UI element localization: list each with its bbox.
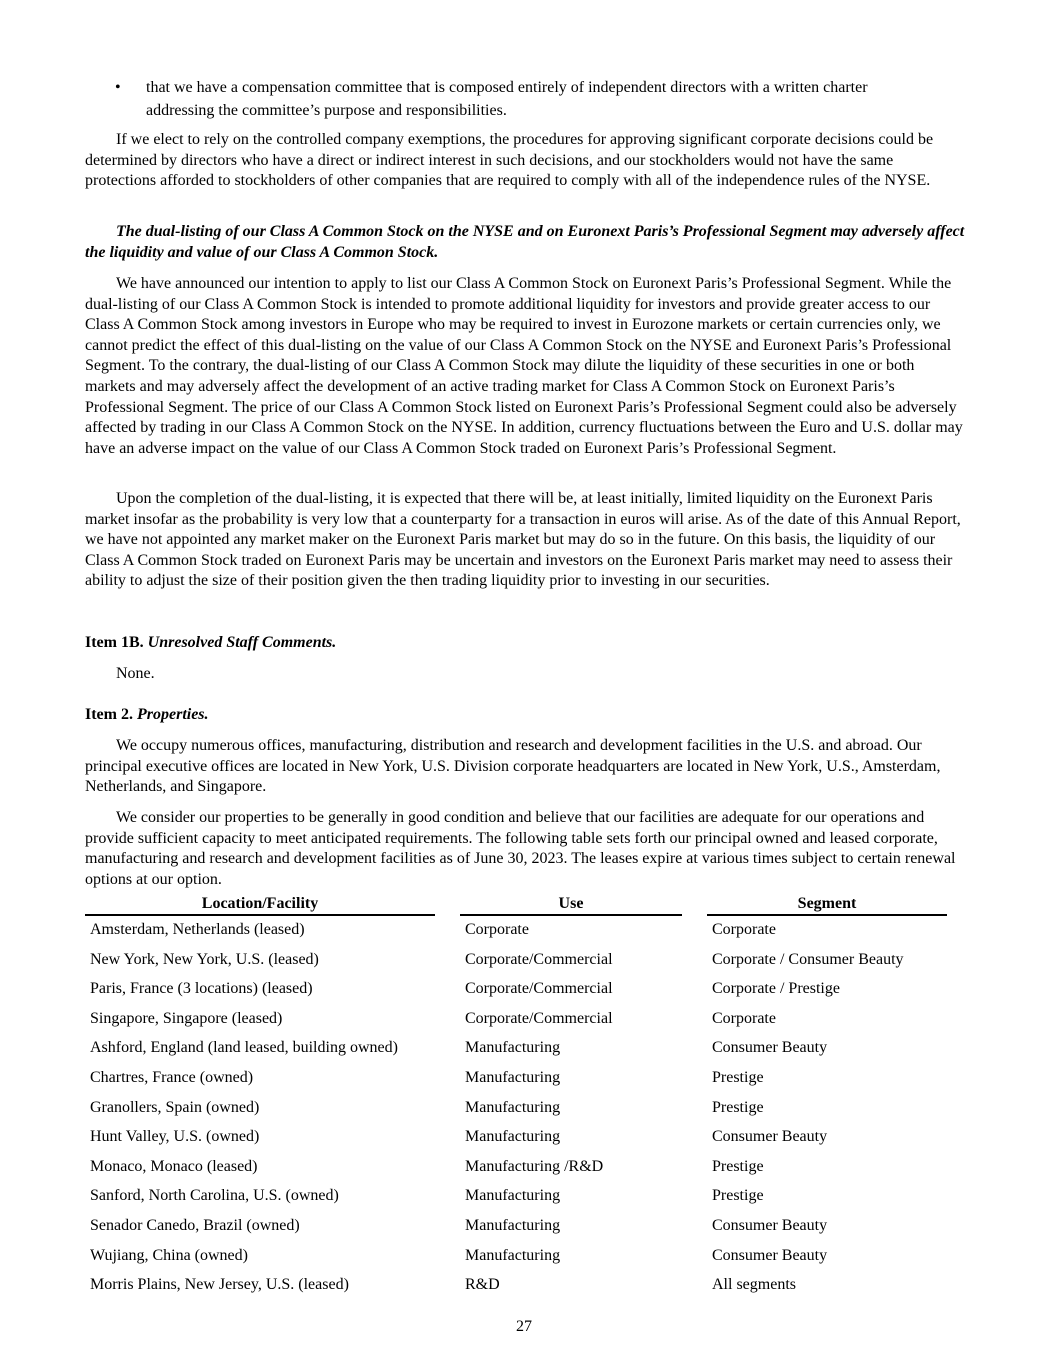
use-cell: Corporate/Commercial	[465, 1009, 613, 1027]
table-row	[85, 1123, 947, 1153]
item-2-heading	[85, 705, 965, 726]
paragraph-text: If we elect to rely on the controlled company exemptions, the procedures for approving significant corporate decisions could be determined by directors who have a direct or indirect interest in such decisions, and our stockholders would not have the same protections afforded to stockholders of other companies that are required to comply with all of the independence rules of the NYSE.	[85, 131, 934, 190]
use-cell: Manufacturing /R&D	[465, 1157, 604, 1175]
segment-cell: Corporate / Prestige	[712, 980, 840, 998]
location-cell: Ashford, England (land leased, building owned)	[90, 1039, 398, 1057]
dual-listing-paragraph	[85, 274, 965, 459]
bullet-list-item	[115, 77, 935, 122]
segment-cell: Consumer Beauty	[712, 1246, 828, 1264]
table-row	[85, 916, 947, 946]
table-row	[85, 1242, 947, 1272]
item-label: Item 2.	[85, 706, 133, 723]
column-header-location: Location/Facility	[85, 894, 435, 916]
use-cell: Manufacturing	[465, 1068, 561, 1086]
use-cell: Manufacturing	[465, 1216, 561, 1234]
table-row	[85, 1153, 947, 1183]
bullet-icon: •	[115, 79, 121, 96]
column-header-segment: Segment	[707, 894, 947, 916]
segment-cell: Consumer Beauty	[712, 1039, 828, 1057]
segment-cell: Prestige	[712, 1068, 764, 1086]
item-1b-heading	[85, 633, 965, 654]
use-cell: Corporate/Commercial	[465, 950, 613, 968]
location-cell: Morris Plains, New Jersey, U.S. (leased)	[90, 1276, 349, 1294]
segment-cell: Corporate / Consumer Beauty	[712, 950, 904, 968]
location-cell: Monaco, Monaco (leased)	[90, 1157, 258, 1175]
segment-cell: Corporate	[712, 1009, 776, 1027]
item-title: Unresolved Staff Comments.	[147, 634, 337, 651]
location-cell: Paris, France (3 locations) (leased)	[90, 980, 313, 998]
use-cell: Corporate	[465, 921, 529, 938]
table-row	[85, 946, 947, 976]
table-header-row	[85, 894, 947, 916]
segment-cell: Consumer Beauty	[712, 1216, 828, 1234]
table-row	[85, 1182, 947, 1212]
risk-factor-heading	[85, 222, 965, 263]
segment-cell: Consumer Beauty	[712, 1128, 828, 1146]
page-number: 27	[516, 1318, 532, 1335]
location-cell: Singapore, Singapore (leased)	[90, 1009, 283, 1027]
heading-text: The dual-listing of our Class A Common Stock on the NYSE and on Euronext Paris’s Professional Segment may adversely affect the liquidity and value of our Class A Common Stock.	[85, 223, 965, 261]
segment-cell: All segments	[712, 1276, 796, 1294]
paragraph-text: We occupy numerous offices, manufacturing, distribution and research and development facilities in the U.S. and abroad. Our principal executive offices are located in New York, U.S. Division corporate headquarters are located in New York, U.S., Amsterdam, Netherlands, and Singapore.	[85, 737, 941, 796]
column-header-use: Use	[460, 894, 682, 916]
properties-paragraph-1	[85, 736, 965, 798]
location-cell: Senador Canedo, Brazil (owned)	[90, 1216, 300, 1234]
location-cell: New York, New York, U.S. (leased)	[90, 950, 319, 968]
item-title: Properties.	[136, 706, 209, 723]
use-cell: Manufacturing	[465, 1128, 561, 1146]
location-cell: Granollers, Spain (owned)	[90, 1098, 260, 1116]
table-row	[85, 1271, 947, 1301]
item-label: Item 1B.	[85, 634, 144, 651]
table-row	[85, 1212, 947, 1242]
properties-table	[85, 894, 947, 1301]
location-cell: Chartres, France (owned)	[90, 1068, 254, 1086]
table-row	[85, 1094, 947, 1124]
location-cell: Hunt Valley, U.S. (owned)	[90, 1128, 260, 1146]
segment-cell: Prestige	[712, 1157, 764, 1175]
bullet-text: that we have a compensation committee that is composed entirely of independent directors with a written charter addressing the committee’s purpose and responsibilities.	[146, 79, 868, 119]
segment-cell: Prestige	[712, 1187, 764, 1205]
table-row	[85, 1005, 947, 1035]
segment-cell: Corporate	[712, 921, 776, 938]
paragraph-text: None.	[116, 665, 155, 682]
location-cell: Sanford, North Carolina, U.S. (owned)	[90, 1187, 339, 1205]
use-cell: Manufacturing	[465, 1098, 561, 1116]
use-cell: R&D	[465, 1276, 500, 1294]
controlled-company-paragraph	[85, 130, 965, 192]
paragraph-text: We have announced our intention to apply to list our Class A Common Stock on Euronext Paris’s Professional Segment. While the dual-listing of our Class A Common Stock is intended to promote additional liquidity for investors and provide greater access to our Class A Common Stock among investors in Europe who may be required to invest in Eurozone markets or certain currencies only, we cannot predict the effect of this dual-listing on the value of our Class A Common Stock on the NYSE and Euronext Paris’s Professional Segment. To the contrary, the dual-listing of our Class A Common Stock may dilute the liquidity of these securities in one or both markets and may adversely affect the development of an active trading market for Class A Common Stock on Euronext Paris’s Professional Segment. The price of our Class A Common Stock listed on Euronext Paris’s Professional Segment could also be adversely affected by trading in our Class A Common Stock on the NYSE. In addition, currency fluctuations between the Euro and U.S. dollar may have an adverse impact on the value of our Class A Common Stock traded on Euronext Paris’s Professional Segment.	[85, 275, 963, 457]
paragraph-text: Upon the completion of the dual-listing, it is expected that there will be, at least initially, limited liquidity on the Euronext Paris market insofar as the probability is very low that a counterparty for a transaction in euros will arise. As of the date of this Annual Report, we have not appointed any market maker on the Euronext Paris market but may do so in the future. On this basis, the liquidity of our Class A Common Stock traded on Euronext Paris may be uncertain and investors on the Euronext Paris market may need to assess their ability to adjust the size of their position given the then trading liquidity prior to investing in our securities.	[85, 490, 961, 590]
properties-paragraph-2	[85, 808, 965, 890]
location-cell: Wujiang, China (owned)	[90, 1246, 248, 1264]
use-cell: Corporate/Commercial	[465, 980, 613, 998]
segment-cell: Prestige	[712, 1098, 764, 1116]
location-cell: Amsterdam, Netherlands (leased)	[90, 921, 305, 938]
table-row	[85, 1064, 947, 1094]
use-cell: Manufacturing	[465, 1039, 561, 1057]
item-1b-body	[85, 664, 965, 685]
completion-paragraph	[85, 489, 965, 592]
use-cell: Manufacturing	[465, 1187, 561, 1205]
use-cell: Manufacturing	[465, 1246, 561, 1264]
table-row	[85, 1034, 947, 1064]
paragraph-text: We consider our properties to be generally in good condition and believe that our facilities are adequate for our operations and provide sufficient capacity to meet anticipated requirements. The following table sets forth our principal owned and leased corporate, manufacturing and research and development facilities as of June 30, 2023. The leases expire at various times subject to certain renewal options at our option.	[85, 809, 956, 888]
table-row	[85, 975, 947, 1005]
